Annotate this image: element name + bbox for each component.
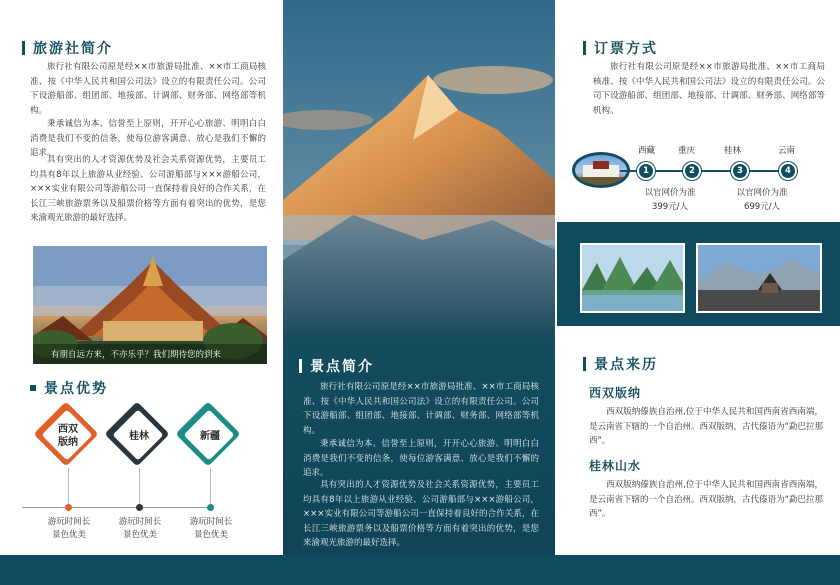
price-note-1 [630,186,710,214]
heading-bar [299,359,302,373]
stem-line [210,468,211,504]
intro-paragraph-3: 具有突出的人才资源优势及社会关系资源优势，主要员工均具有8年以上旅游从业经验、公司游船部与×××游船公司，×××实业有限公司等游船公司一直保持着良好的合作关系，在长江三峡旅游票务以及船票价格等方面有着突出的优势，是您来渝观光旅游的最好选择。 [30,155,266,223]
left-panel [0,0,280,585]
heading-bar [583,357,586,371]
timeline-label-4: 云南 [778,146,796,156]
guilin-photo [580,243,685,313]
timeline-label-3: 桂林 [724,146,742,156]
dot-marker [65,504,72,511]
advantage-diamond-guilin [108,405,170,467]
town-photo [696,243,822,313]
advantage-desc-1 [34,516,104,542]
price-label: 以官网价为准 [736,188,788,198]
middle-panel [283,0,555,585]
timeline-label-1: 西藏 [638,146,656,156]
mountain-illustration [283,0,555,338]
intro-title: 旅游社简介 [33,41,113,57]
dot-marker [136,504,143,511]
origin-title: 景点来历 [594,357,658,373]
advantage-line1: 游玩时间长 [189,517,233,527]
booking-title: 订票方式 [594,41,658,57]
origin-text-1: 西双版纳傣族自治州,位于中华人民共和国西南省西南端，是云南省下辖的一个自治州。西双版纳，古代傣语为“勐巴拉那西”。 [589,407,823,446]
scenic-heading [299,356,374,376]
intro-heading [22,38,113,58]
origin-heading-xishuangbanna: 西双版纳 [589,386,642,400]
stem-line [68,468,69,504]
dot-marker [207,504,214,511]
price-note-2 [722,186,802,214]
intro-paragraph-2: 秉承诚信为本、信誉至上原则，开开心心旅游、明明白白消费是我们不变的信条，使每位游客满意、放心是我们不懈的追求。 [30,119,266,158]
scenic-paragraph-1: 旅行社有限公司原是经××市旅游局批准、××市工商局核准、按《中华人民共和国公司法》设立的有限责任公司。公司下设游船部、组团部、地接部、计调部、财务部、网络部等机构。 [303,382,539,436]
timeline-label-2: 重庆 [678,146,696,156]
karst-illustration [582,245,685,313]
scenic-paragraph-3: 具有突出的人才资源优势及社会关系资源优势，主要员工均具有8年以上旅游从业经验、公司游船部与×××游船公司，×××实业有限公司等游船公司一直保持着良好的合作关系，在长江三峡旅游票务以及船票价格等方面有着突出的优势，是您来渝观光旅游的最好选择。 [303,480,539,548]
origin-text-2: 西双版纳傣族自治州,位于中华人民共和国西南省西南端，是云南省下辖的一个自治州。西双版纳，古代傣语为“勐巴拉那西”。 [589,480,823,519]
intro-paragraph-1: 旅行社有限公司原是经××市旅游局批准、××市工商局核准、按《中华人民共和国公司法》设立的有限责任公司。公司下设游船部、组团部、地接部、计调部、财务部、网络部等机构。 [30,62,266,116]
advantage-desc-3 [176,516,246,542]
advantage-diamond-xishuangbanna [37,405,99,467]
footer-band [0,555,840,585]
stem-line [139,468,140,504]
advantage-line2: 景色优美 [193,530,228,540]
heading-bar [583,41,586,55]
price-value: 699元/人 [743,202,781,212]
timeline-step-3: 3 [731,162,749,180]
heading-bullet [30,385,36,391]
heading-bar [22,41,25,55]
advantages-heading [30,378,108,398]
town-illustration [698,245,822,313]
diamond-label: 桂林 [129,430,149,442]
scenic-title: 景点简介 [310,359,374,375]
scenic-paragraph-2: 秉承诚信为本、信誉至上原则，开开心心旅游、明明白白消费是我们不变的信条，使每位游客满意、放心是我们不懈的追求。 [303,439,539,478]
advantage-line1: 游玩时间长 [118,517,162,527]
temple-photo [33,246,267,364]
advantage-line1: 游玩时间长 [47,517,91,527]
origin-heading-guilin: 桂林山水 [589,459,642,473]
advantage-line2: 景色优美 [51,530,86,540]
advantages-title: 景点优势 [44,381,108,397]
connector-line [22,507,212,508]
advantage-desc-2 [105,516,175,542]
price-label: 以官网价为准 [644,188,696,198]
temple-caption: 有朋自远方来，不亦乐乎？我们期待您的到来 [33,344,267,364]
mountain-photo [283,0,555,338]
advantage-line2: 景色优美 [122,530,157,540]
timeline-step-2: 2 [683,162,701,180]
diamond-label: 西双版纳 [58,424,78,448]
booking-heading [583,38,658,58]
price-value: 399元/人 [651,202,689,212]
timeline-step-1: 1 [637,162,655,180]
advantage-diamond-xinjiang [179,405,241,467]
booking-paragraph: 旅行社有限公司原是经××市旅游局批准、××市工商局核准、按《中华人民共和国公司法》设立的有限责任公司。公司下设游船部、组团部、地接部、计调部、财务部、网络部等机构。 [593,62,825,116]
origin-heading [583,354,658,374]
diamond-label: 新疆 [200,430,220,442]
timeline-step-4: 4 [779,162,797,180]
